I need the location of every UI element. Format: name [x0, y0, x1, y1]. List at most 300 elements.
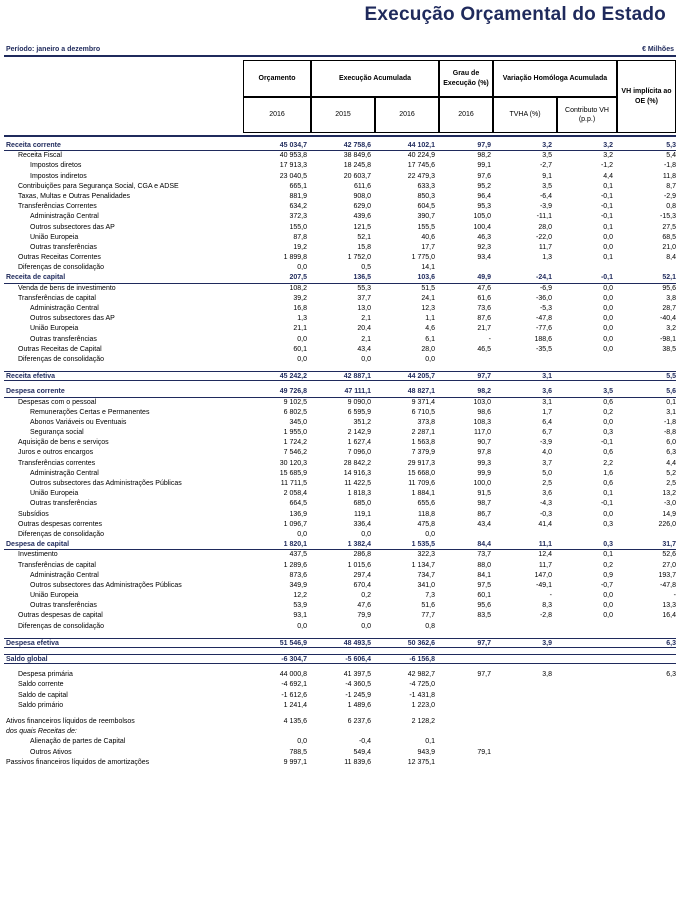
cell-value: 22 479,3 [407, 172, 435, 180]
row-label: Diferenças de consolidação [18, 622, 104, 630]
cell-value: 11 709,6 [408, 480, 435, 487]
cell-value: 28,7 [662, 305, 676, 312]
table-row [4, 387, 676, 397]
cell-value: 1 535,5 [411, 541, 435, 549]
cell-value: 95,2 [477, 182, 491, 190]
cell-value: -0,1 [600, 500, 613, 508]
row-label: Administração Central [30, 305, 99, 312]
cell-value: 6,1 [425, 335, 435, 343]
cell-value: 0,0 [603, 335, 613, 343]
cell-value: 0,8 [666, 203, 676, 211]
cell-value: 0,0 [361, 530, 371, 538]
row-label: Outros subsectores das Administrações Públicas [30, 581, 182, 589]
cell-value: 0,0 [603, 243, 613, 251]
cell-value: 29 917,3 [407, 459, 435, 467]
cell-value: -0,1 [600, 439, 613, 447]
cell-value: 83,5 [477, 612, 491, 620]
row-label: Segurança social [30, 429, 84, 437]
cell-value: 5,3 [666, 142, 676, 149]
cell-value: 336,4 [353, 520, 371, 528]
cell-value: 3,2 [603, 152, 613, 160]
cell-value: 0,0 [603, 345, 613, 353]
table-body [4, 141, 676, 768]
row-label: Despesa de capital [6, 541, 70, 549]
cell-value: 95,6 [477, 602, 491, 610]
period-bar [4, 45, 676, 57]
cell-value: 664,5 [289, 500, 307, 508]
table-row [4, 748, 676, 758]
header-divider [4, 135, 676, 137]
table-row [4, 428, 676, 438]
row-label: Outros Ativos [30, 748, 72, 756]
cell-value: 86,7 [477, 510, 491, 518]
cell-value: -1,8 [663, 418, 676, 426]
cell-value: 118,8 [418, 510, 435, 518]
cell-value: 0,0 [297, 738, 307, 746]
row-label: Receita Fiscal [18, 152, 62, 160]
cell-value: 92,3 [477, 243, 491, 251]
cell-value: 1 775,0 [411, 254, 435, 262]
cell-value: -4 360,5 [345, 681, 371, 689]
table-row [4, 469, 676, 479]
table-row [4, 141, 676, 151]
row-label: Receita corrente [6, 142, 61, 149]
cell-value: 873,6 [289, 571, 307, 579]
cell-value: -0,3 [539, 510, 552, 518]
row-label: União Europeia [30, 233, 79, 241]
cell-value: 97,7 [477, 671, 491, 679]
cell-value: 0,0 [603, 325, 613, 333]
cell-value: -4 725,0 [409, 681, 435, 689]
cell-value: 42 887,1 [343, 373, 371, 381]
table-row [4, 758, 676, 768]
row-label: Outras transferências [30, 243, 97, 251]
cell-value: 5,2 [666, 469, 676, 477]
table-row [4, 263, 676, 273]
row-label: Despesa corrente [6, 388, 65, 396]
cell-value: 98,6 [477, 408, 491, 416]
cell-value: 297,4 [353, 571, 371, 579]
cell-value: 44 102,1 [407, 142, 435, 149]
cell-value: 47 111,1 [344, 388, 371, 396]
header-tvha: TVHA (%) [493, 97, 557, 133]
table-row [4, 520, 676, 530]
cell-value: 4 135,6 [283, 717, 307, 725]
cell-value: -2,7 [539, 162, 552, 170]
cell-value: 105,0 [473, 213, 491, 221]
cell-value: 41 397,5 [343, 671, 371, 679]
row-label: Impostos indiretos [30, 172, 87, 180]
cell-value: 1 563,8 [411, 439, 435, 447]
header-year-2016-grau: 2016 [439, 97, 493, 133]
table-row [4, 611, 676, 621]
cell-value: -3,0 [663, 500, 676, 508]
cell-value: 0,1 [603, 182, 613, 190]
table-row [4, 355, 676, 365]
row-label: União Europeia [30, 592, 79, 600]
row-label: Outros subsectores das AP [30, 315, 115, 323]
cell-value: 5,0 [542, 469, 552, 477]
cell-value: 734,7 [417, 571, 435, 579]
cell-value: 0,0 [425, 355, 435, 363]
cell-value: 0,9 [603, 571, 613, 579]
cell-value: 7 096,0 [347, 449, 371, 457]
cell-value: 9 997,1 [283, 758, 307, 766]
cell-value: 136,9 [289, 510, 307, 518]
cell-value: 188,6 [534, 335, 552, 343]
cell-value: 3,1 [542, 373, 552, 381]
cell-value: 73,6 [477, 305, 491, 312]
table-row [4, 489, 676, 499]
row-label: Outras Receitas de Capital [18, 345, 102, 353]
cell-value: 3,1 [666, 408, 676, 416]
cell-value: 1,3 [297, 315, 307, 323]
row-label: Abonos Variáveis ou Eventuais [30, 418, 127, 426]
cell-value: 3,2 [603, 142, 613, 149]
cell-value: 4,4 [603, 172, 613, 180]
cell-value: 2,2 [603, 459, 613, 467]
period-label: Período: janeiro a dezembro [6, 46, 101, 53]
cell-value: 665,1 [289, 182, 307, 190]
cell-value: 0,0 [297, 264, 307, 272]
cell-value: 90,7 [477, 439, 491, 447]
cell-value: 42 982,7 [407, 671, 435, 679]
cell-value: 147,0 [534, 571, 552, 579]
cell-value: 117,0 [474, 429, 491, 437]
cell-value: 15 685,9 [279, 469, 307, 477]
cell-value: 7 546,2 [283, 449, 307, 457]
cell-value: 37,7 [357, 294, 371, 302]
cell-value: -22,0 [536, 233, 552, 241]
cell-value: 52,6 [662, 551, 676, 559]
cell-value: 48 827,1 [407, 388, 435, 396]
cell-value: 24,1 [421, 294, 435, 302]
cell-value: 40,6 [421, 233, 435, 241]
cell-value: 13,2 [662, 490, 676, 498]
cell-value: 0,2 [361, 592, 371, 600]
cell-value: 108,2 [289, 284, 307, 292]
cell-value: 9,1 [542, 172, 552, 180]
table-row [4, 202, 676, 212]
table-row [4, 622, 676, 632]
table-row [4, 371, 676, 381]
header-contributo: Contributo VH (p.p.) [557, 97, 617, 133]
cell-value: 45 242,2 [279, 373, 307, 381]
cell-value: 11 422,5 [344, 480, 371, 487]
cell-value: 0,0 [603, 612, 613, 620]
table-row [4, 324, 676, 334]
table-row [4, 398, 676, 408]
cell-value: 52,1 [662, 274, 676, 282]
cell-value: 99,9 [477, 469, 491, 477]
cell-value: 49,9 [477, 274, 491, 282]
row-label: Impostos diretos [30, 162, 82, 170]
cell-value: 372,3 [289, 213, 307, 221]
table-row [4, 680, 676, 690]
cell-value: -1 245,9 [345, 691, 371, 699]
row-label: Transferências de capital [18, 561, 96, 569]
cell-value: 93,4 [477, 254, 491, 262]
table-row [4, 701, 676, 711]
cell-value: 43,4 [357, 345, 371, 353]
cell-value: 2,5 [542, 480, 552, 487]
cell-value: 12,4 [538, 551, 552, 559]
cell-value: 373,8 [417, 418, 435, 426]
cell-value: 97,5 [477, 581, 491, 589]
cell-value: -2,9 [663, 192, 676, 200]
cell-value: 3,8 [666, 294, 676, 302]
cell-value: 12 375,1 [407, 758, 435, 766]
row-label: Outras transferências [30, 602, 97, 610]
cell-value: -98,1 [660, 335, 676, 343]
cell-value: 53,9 [293, 602, 307, 610]
cell-value: 79,9 [357, 612, 371, 620]
row-label: Subsídios [18, 510, 49, 518]
page-title: Execução Orçamental do Estado [364, 4, 666, 25]
row-label: Receita efetiva [6, 373, 56, 381]
table-row [4, 499, 676, 509]
row-label: Saldo de capital [18, 691, 68, 699]
cell-value: -24,1 [536, 274, 552, 282]
cell-value: 3,5 [542, 152, 552, 160]
table-row [4, 601, 676, 611]
cell-value: -0,4 [358, 738, 371, 746]
cell-value: -49,1 [536, 581, 552, 589]
cell-value: 3,5 [542, 182, 552, 190]
cell-value: 2 058,4 [283, 490, 307, 498]
table-row [4, 581, 676, 591]
row-label: Diferenças de consolidação [18, 355, 104, 363]
row-label: Outras transferências [30, 500, 97, 508]
cell-value: 1,3 [542, 254, 552, 262]
cell-value: 1 382,4 [347, 541, 371, 549]
row-label: Despesa primária [18, 671, 73, 679]
cell-value: 0,0 [603, 315, 613, 323]
cell-value: 108,3 [473, 418, 491, 426]
cell-value: 42 758,6 [343, 142, 371, 149]
cell-value: 4,0 [542, 449, 552, 457]
cell-value: 30 120,3 [279, 459, 307, 467]
cell-value: 14,9 [662, 510, 676, 518]
table-row [4, 654, 676, 664]
row-label: Outras despesas correntes [18, 520, 103, 528]
cell-value: 0,3 [603, 520, 613, 528]
cell-value: 13,0 [357, 305, 371, 312]
row-label: Ativos financeiros líquidos de reembolsos [6, 717, 135, 725]
cell-value: -36,0 [536, 294, 552, 302]
cell-value: 604,5 [417, 203, 435, 211]
cell-value: 8,3 [542, 602, 552, 610]
cell-value: 11,1 [538, 541, 552, 549]
table-row [4, 212, 676, 222]
row-label: Diferenças de consolidação [18, 264, 104, 272]
table-row [4, 737, 676, 747]
cell-value: 44 000,8 [279, 671, 307, 679]
row-label: Passivos financeiros líquidos de amortizações [6, 758, 150, 766]
row-label: Taxas, Multas e Outras Penalidades [18, 192, 131, 200]
row-label: Remunerações Certas e Permanentes [30, 408, 150, 416]
cell-value: - [673, 592, 676, 600]
table-row [4, 479, 676, 489]
cell-value: 18 245,8 [343, 162, 371, 170]
cell-value: 1 955,0 [283, 429, 307, 437]
cell-value: 15 668,0 [407, 469, 435, 477]
header-year-2015: 2015 [311, 97, 375, 133]
table-row [4, 161, 676, 171]
cell-value: 7 379,9 [411, 449, 435, 457]
cell-value: -2,8 [539, 612, 552, 620]
row-label: Administração Central [30, 469, 99, 477]
cell-value: 2,1 [361, 315, 371, 323]
cell-value: 3,8 [542, 671, 552, 679]
cell-value: 390,7 [417, 213, 435, 221]
cell-value: 0,1 [666, 398, 676, 406]
cell-value: 3,2 [542, 142, 552, 149]
cell-value: 155,5 [417, 223, 435, 231]
header-grau: Grau de Execução (%) [439, 60, 493, 97]
cell-value: 27,5 [662, 223, 676, 231]
table-row [4, 550, 676, 560]
table-row [4, 233, 676, 243]
cell-value: 95,6 [662, 284, 676, 292]
cell-value: 4,4 [666, 459, 676, 467]
cell-value: -6,4 [539, 192, 552, 200]
cell-value: 55,3 [357, 284, 371, 292]
table-row [4, 223, 676, 233]
cell-value: 52,1 [357, 233, 371, 241]
cell-value: 207,5 [289, 274, 307, 282]
cell-value: 0,0 [603, 510, 613, 518]
row-label: Saldo global [6, 656, 48, 663]
cell-value: 6,3 [666, 639, 676, 647]
table-row [4, 459, 676, 469]
cell-value: 908,0 [353, 192, 371, 200]
cell-value: 15,8 [357, 243, 371, 251]
cell-value: 91,5 [477, 490, 491, 498]
table-row [4, 540, 676, 550]
cell-value: 17 913,3 [279, 162, 307, 170]
cell-value: 0,0 [603, 602, 613, 610]
cell-value: 16,8 [293, 305, 307, 312]
cell-value: 6,3 [666, 671, 676, 679]
row-label: Outras transferências [30, 335, 97, 343]
table-row [4, 418, 676, 428]
cell-value: 1 015,6 [347, 561, 371, 569]
table-row [4, 438, 676, 448]
table-row [4, 448, 676, 458]
cell-value: 629,0 [353, 203, 371, 211]
cell-value: 93,1 [293, 612, 307, 620]
table-row [4, 243, 676, 253]
row-label: Transferências de capital [18, 294, 96, 302]
table-row [4, 571, 676, 581]
cell-value: 7,3 [425, 592, 435, 600]
cell-value: 47,6 [357, 602, 371, 610]
cell-value: 0,3 [603, 429, 613, 437]
row-label: Investimento [18, 551, 58, 559]
cell-value: 943,9 [417, 748, 435, 756]
cell-value: 611,6 [354, 182, 371, 190]
table-row [4, 670, 676, 680]
table-row [4, 172, 676, 182]
cell-value: 8,7 [666, 182, 676, 190]
table-row [4, 284, 676, 294]
table-row [4, 408, 676, 418]
cell-value: 14,1 [421, 264, 435, 272]
cell-value: -6,9 [539, 284, 552, 292]
cell-value: 0,2 [603, 408, 613, 416]
cell-value: 60,1 [293, 345, 307, 353]
cell-value: 1 241,4 [283, 701, 307, 709]
cell-value: 1 223,0 [411, 701, 435, 709]
cell-value: 77,7 [421, 612, 435, 620]
row-label: Venda de bens de investimento [18, 284, 116, 292]
cell-value: 655,6 [417, 500, 435, 508]
table-row [4, 638, 676, 648]
cell-value: 2 128,2 [411, 717, 435, 725]
cell-value: 50 362,6 [407, 639, 435, 647]
cell-value: -0,1 [600, 213, 613, 221]
cell-value: -1,2 [600, 162, 613, 170]
cell-value: 3,1 [542, 398, 552, 406]
cell-value: 3,9 [542, 639, 552, 647]
table-row [4, 727, 676, 737]
cell-value: 0,1 [425, 738, 435, 746]
cell-value: 97,6 [477, 172, 491, 180]
header-variacao: Variação Homóloga Acumulada [493, 60, 617, 97]
cell-value: 11,7 [538, 243, 552, 251]
cell-value: 84,1 [477, 571, 491, 579]
row-label: Saldo corrente [18, 681, 64, 689]
cell-value: 13,3 [662, 602, 676, 610]
cell-value: 0,0 [297, 530, 307, 538]
cell-value: 49 726,8 [279, 388, 307, 396]
cell-value: -15,3 [660, 213, 676, 221]
cell-value: 1 489,6 [347, 701, 371, 709]
cell-value: 21,0 [662, 243, 676, 251]
table-row [4, 151, 676, 161]
table-row [4, 530, 676, 540]
cell-value: 0,6 [603, 449, 613, 457]
cell-value: -77,6 [536, 325, 552, 333]
cell-value: 96,4 [477, 192, 491, 200]
cell-value: 19,2 [293, 243, 307, 251]
cell-value: -0,1 [600, 192, 613, 200]
cell-value: 0,5 [361, 264, 371, 272]
cell-value: 48 493,5 [343, 639, 371, 647]
cell-value: 0,0 [603, 294, 613, 302]
cell-value: 1 752,0 [347, 254, 371, 262]
cell-value: 685,0 [353, 500, 371, 508]
cell-value: 87,6 [477, 315, 491, 323]
row-label: Diferenças de consolidação [18, 530, 104, 538]
cell-value: - [488, 335, 491, 343]
cell-value: 1,6 [603, 469, 613, 477]
cell-value: 351,2 [353, 418, 371, 426]
cell-value: -8,8 [663, 429, 676, 437]
cell-value: 1 818,3 [347, 490, 371, 498]
row-label: Contribuições para Segurança Social, CGA e ADSE [18, 182, 179, 190]
cell-value: -3,9 [539, 203, 552, 211]
cell-value: 40 953,8 [279, 152, 307, 160]
cell-value: 5,5 [666, 373, 676, 381]
cell-value: -0,1 [600, 274, 613, 282]
cell-value: 0,0 [361, 355, 371, 363]
cell-value: 11,7 [538, 561, 552, 569]
row-label: Outras despesas de capital [18, 612, 103, 620]
cell-value: 28 842,2 [343, 459, 371, 467]
cell-value: -11,1 [536, 213, 552, 221]
